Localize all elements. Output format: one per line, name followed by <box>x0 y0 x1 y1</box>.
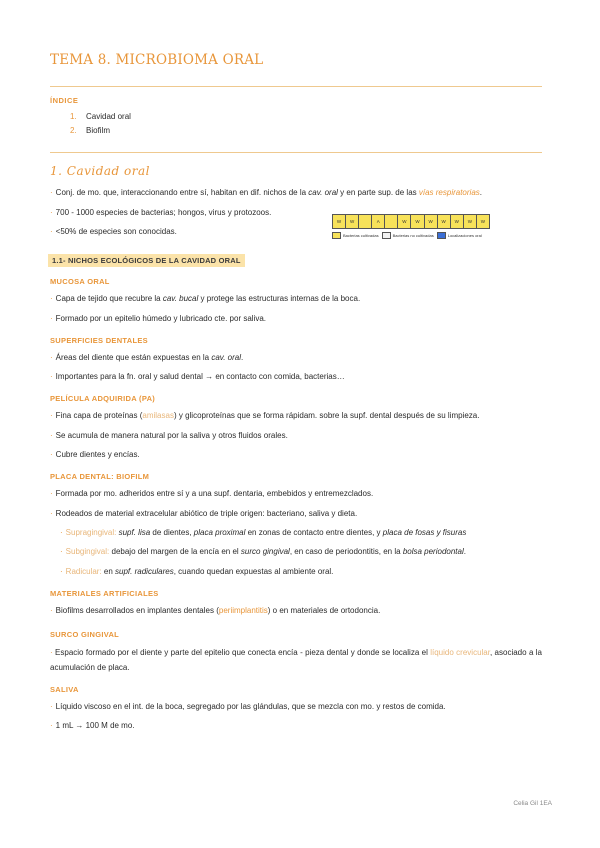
figure-cell: W <box>333 215 346 228</box>
surco-heading: SURCO GINGIVAL <box>50 630 120 639</box>
figure-legend <box>332 231 488 239</box>
subsection-heading: 1.1- NICHOS ECOLÓGICOS DE LA CAVIDAD ORAL <box>48 254 245 267</box>
figure-cell: W <box>398 215 411 228</box>
intro-line: · <50% de especies son conocidas. <box>50 227 177 236</box>
surco-paragraph: · Espacio formado por el diente y parte del epitelio que conecta encía - pieza dental y donde se localiza el líquido crevicular, asociado a la acumulación de placa. <box>50 648 543 672</box>
figure-cell: W <box>451 215 464 228</box>
figure-strip <box>332 214 490 229</box>
pelicula-line: · Cubre dientes y encías. <box>50 450 140 459</box>
figure-cell <box>385 215 398 228</box>
figure-cell: W <box>346 215 359 228</box>
figure-cell: W <box>411 215 424 228</box>
footer-author: Celia Gil 1EA <box>513 800 552 807</box>
superficies-heading: SUPERFICIES DENTALES <box>50 336 148 345</box>
pelicula-line: · Se acumula de manera natural por la saliva y otros fluidos orales. <box>50 431 288 440</box>
index-heading: ÍNDICE <box>50 96 79 105</box>
figure-cell: W <box>464 215 477 228</box>
figure-cell: W <box>438 215 451 228</box>
figure-cell <box>359 215 372 228</box>
intro-line: · Conj. de mo. que, interaccionando entre sí, habitan en dif. nichos de la cav. oral y en parte sup. de las vías respiratorias. <box>50 188 483 197</box>
divider <box>50 86 542 87</box>
index-item[interactable]: 1. Cavidad oral <box>70 112 131 121</box>
intro-line: · 700 - 1000 especies de bacterias; hongos, virus y protozoos. <box>50 208 272 217</box>
placa-heading: PLACA DENTAL: BIOFILM <box>50 472 150 481</box>
index-item[interactable]: 2. Biofilm <box>70 126 111 135</box>
materiales-heading: MATERIALES ARTIFICIALES <box>50 589 159 598</box>
placa-line: · Formada por mo. adheridos entre sí y a una supf. dentaria, embebidos y entremezclados. <box>50 489 374 498</box>
legend-label: Bacterias no cultivadas <box>392 232 434 238</box>
saliva-heading: SALIVA <box>50 685 79 694</box>
mucosa-line: · Formado por un epitelio húmedo y lubricado cte. por saliva. <box>50 314 267 323</box>
superficies-line: · Áreas del diente que están expuestas en la cav. oral. <box>50 353 244 362</box>
saliva-line: · 1 mL → 100 M de mo. <box>50 721 135 730</box>
placa-sub-line: · Radicular: en supf. radiculares, cuando quedan expuestas al ambiente oral. <box>60 567 334 576</box>
index-list <box>70 110 131 138</box>
materiales-line: · Biofilms desarrollados en implantes dentales (periimplantitis) o en materiales de ortodoncia. <box>50 606 381 615</box>
legend-label: Bacterias cultivadas <box>343 232 379 238</box>
placa-sub-line: · Supragingival: supf. lisa de dientes, placa proximal en zonas de contacto entre dientes, y placa de fosas y fisuras <box>60 528 467 537</box>
placa-sub-line: · Subgingival: debajo del margen de la encía en el surco gingival, en caso de periodontitis, en la bolsa periodontal. <box>60 547 466 556</box>
oral-niches-figure <box>330 206 490 244</box>
figure-cell: W <box>425 215 438 228</box>
placa-line: · Rodeados de material extracelular abiótico de triple origen: bacteriano, saliva y dieta. <box>50 509 358 518</box>
mucosa-heading: MUCOSA ORAL <box>50 277 110 286</box>
legend-label: Localizaciones oral <box>447 232 482 238</box>
figure-cell: A <box>372 215 385 228</box>
pelicula-heading: PELÍCULA ADQUIRIDA (PA) <box>50 394 156 403</box>
figure-cell: W <box>477 215 489 228</box>
page-title: TEMA 8. MICROBIOMA ORAL <box>50 52 264 68</box>
pelicula-line: · Fina capa de proteínas (amilasas) y glicoproteínas que se forma rápidam. sobre la supf. dental después de su limpieza. <box>50 411 480 420</box>
superficies-line: · Importantes para la fn. oral y salud dental → en contacto con comida, bacterias… <box>50 372 345 381</box>
section-title: 1. Cavidad oral <box>50 164 151 178</box>
mucosa-line: · Capa de tejido que recubre la cav. bucal y protege las estructuras internas de la boca. <box>50 294 361 303</box>
divider <box>50 152 542 153</box>
saliva-line: · Líquido viscoso en el int. de la boca, segregado por las glándulas, que se mezcla con mo. y restos de comida. <box>50 702 446 711</box>
